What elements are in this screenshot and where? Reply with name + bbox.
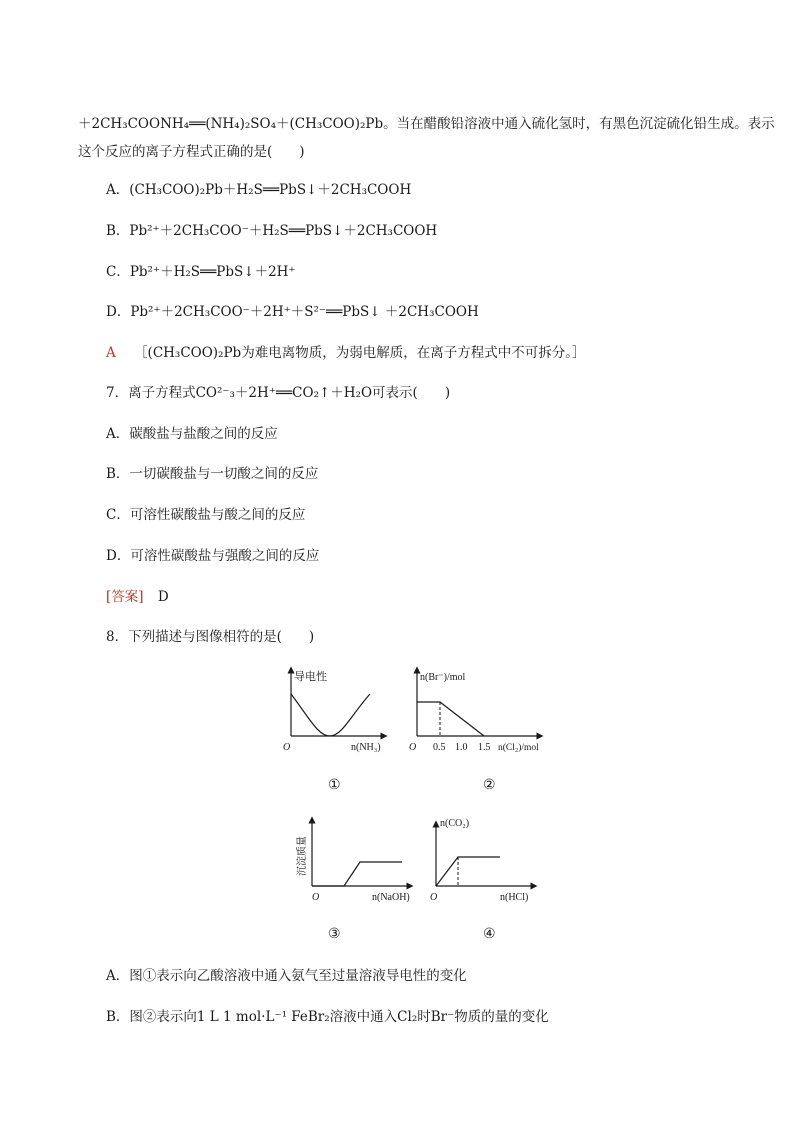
- q6-option-c: C．Pb²⁺＋H₂S══PbS↓＋2H⁺: [106, 264, 296, 280]
- figure-3-xlabel: n(NaOH): [372, 892, 410, 903]
- question6-stem-line1: ＋2CH₃COONH₄══(NH₄)₂SO₄＋(CH₃COO)₂Pb。当在醋酸铅溶液中通入硫化氢时，有黑色沉淀硫化铅生成。表示: [78, 116, 775, 132]
- figure-2-tick-0.5: 0.5: [433, 742, 446, 753]
- figure-2-xlabel: n(Cl₂)/mol: [498, 743, 539, 753]
- q6-option-d: D．Pb²⁺＋2CH₃COO⁻＋2H⁺＋S²⁻══PbS↓ ＋2CH₃COOH: [106, 304, 479, 320]
- figure-4-xlabel: n(HCl): [500, 892, 529, 903]
- figure-4-curve: [436, 857, 500, 886]
- figure-4-graph: [428, 814, 540, 910]
- figure-1-origin: O: [283, 742, 291, 753]
- figure-3-ylabel: 沉淀质量: [297, 836, 308, 876]
- q6-answer: [106, 343, 585, 363]
- figure-1: [280, 664, 390, 760]
- figure-2-caption: ②: [483, 777, 496, 793]
- figure-3-graph: [294, 814, 416, 910]
- figure-1-ylabel: 导电性: [294, 671, 327, 683]
- figure-2-curve: [417, 702, 484, 736]
- figure-2-graph: [406, 664, 548, 760]
- q6-answer-letter: A: [106, 345, 116, 361]
- figure-3-curve: [312, 862, 402, 886]
- figure-3: [294, 814, 416, 910]
- q8-option-b: B．图②表示向1 L 1 mol·L⁻¹ FeBr₂溶液中通入Cl₂时Br⁻物质的量的变化: [106, 1009, 549, 1025]
- question8-stem: 8．下列描述与图像相符的是( ): [106, 629, 315, 645]
- q7-option-d: D．可溶性碳酸盐与强酸之间的反应: [106, 548, 320, 564]
- q7-answer-label: [答案]: [106, 589, 144, 605]
- figure-2-origin: O: [409, 742, 417, 753]
- figure-4: [428, 814, 540, 910]
- question7-stem: 7．离子方程式CO²⁻₃＋2H⁺══CO₂↑＋H₂O可表示( ): [106, 385, 451, 401]
- figure-1-xlabel: n(NH₃): [351, 742, 381, 753]
- figure-4-caption: ④: [483, 926, 496, 942]
- figure-1-graph: [280, 664, 390, 760]
- figure-4-origin: O: [430, 892, 438, 903]
- figure-1-caption: ①: [328, 777, 341, 793]
- q7-option-b: B．一切碳酸盐与一切酸之间的反应: [106, 466, 319, 482]
- figure-2-ylabel: n(Br⁻)/mol: [420, 672, 466, 683]
- figure-2-tick-1.0: 1.0: [455, 742, 468, 753]
- figure-3-caption: ③: [328, 926, 341, 942]
- figure-4-ylabel: n(CO₂): [440, 818, 470, 829]
- q7-option-a: A．碳酸盐与盐酸之间的反应: [106, 426, 278, 442]
- q6-option-a: A．(CH₃COO)₂Pb＋H₂S══PbS↓＋2CH₃COOH: [106, 182, 412, 198]
- figure-3-origin: O: [312, 892, 320, 903]
- q7-answer: [106, 587, 169, 607]
- figure-2: [406, 664, 548, 760]
- q6-explanation: ［(CH₃COO)₂Pb为难电离物质，为弱电解质，在离子方程式中不可拆分。］: [134, 345, 586, 361]
- q8-option-a: A．图①表示向乙酸溶液中通入氨气至过量溶液导电性的变化: [106, 968, 467, 984]
- figure-2-tick-1.5: 1.5: [478, 742, 491, 753]
- question6-stem-line2: 这个反应的离子方程式正确的是( ): [78, 144, 305, 160]
- figure-1-curve: [291, 694, 370, 736]
- q7-answer-value: D: [157, 589, 169, 605]
- q7-option-c: C．可溶性碳酸盐与酸之间的反应: [106, 507, 306, 523]
- q6-option-b: B．Pb²⁺＋2CH₃COO⁻＋H₂S══PbS↓＋2CH₃COOH: [106, 223, 438, 239]
